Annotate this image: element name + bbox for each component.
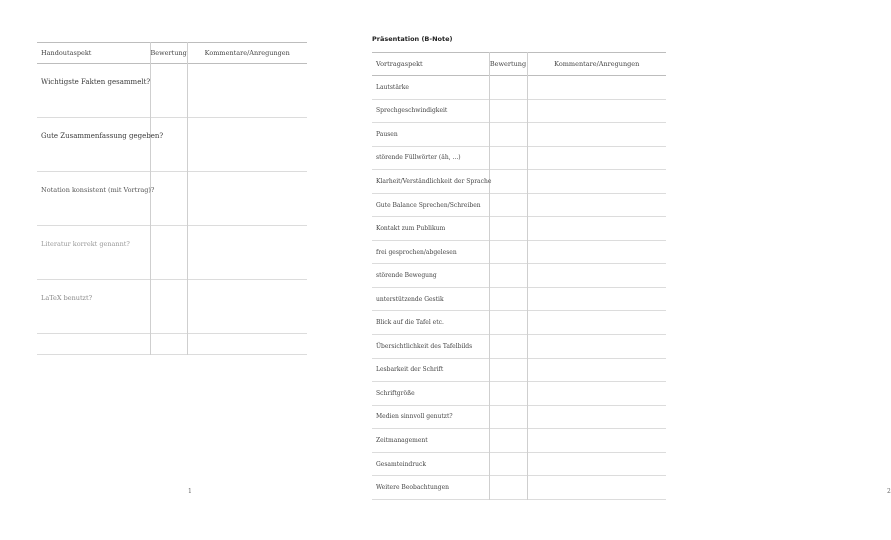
aspect-label: Notation konsistent (mit Vortrag)? bbox=[41, 186, 155, 194]
rating-cell[interactable] bbox=[489, 146, 527, 170]
comment-cell[interactable] bbox=[527, 405, 666, 429]
aspect-label: LaTeX benutzt? bbox=[41, 294, 93, 302]
rating-cell[interactable] bbox=[489, 382, 527, 406]
table-row bbox=[372, 429, 666, 453]
comment-cell[interactable] bbox=[527, 240, 666, 264]
aspect-label: frei gesprochen/abgelesen bbox=[376, 248, 457, 256]
table-row bbox=[372, 99, 666, 123]
header-rating: Bewertung bbox=[150, 43, 187, 64]
rating-cell[interactable] bbox=[489, 99, 527, 123]
table-row bbox=[372, 335, 666, 359]
rating-cell[interactable] bbox=[489, 240, 527, 264]
comment-cell[interactable] bbox=[527, 311, 666, 335]
table-row-empty bbox=[37, 334, 307, 355]
aspect-label: Sprechgeschwindigkeit bbox=[376, 107, 448, 115]
comment-cell[interactable] bbox=[527, 382, 666, 406]
rating-cell[interactable] bbox=[489, 311, 527, 335]
handout-evaluation-table bbox=[37, 42, 307, 355]
rating-cell[interactable] bbox=[489, 264, 527, 288]
rating-cell[interactable] bbox=[150, 226, 187, 280]
comment-cell[interactable] bbox=[527, 476, 666, 500]
aspect-label: Lesbarkeit der Schrift bbox=[376, 366, 444, 374]
rating-cell[interactable] bbox=[489, 429, 527, 453]
rating-cell[interactable] bbox=[489, 287, 527, 311]
rating-cell[interactable] bbox=[489, 476, 527, 500]
aspect-label: Lautstärke bbox=[376, 83, 409, 91]
empty-cell bbox=[187, 334, 307, 355]
rating-cell[interactable] bbox=[489, 217, 527, 241]
table-row bbox=[372, 311, 666, 335]
table-row bbox=[372, 123, 666, 147]
table-row bbox=[372, 217, 666, 241]
empty-cell bbox=[150, 334, 187, 355]
rating-cell[interactable] bbox=[489, 405, 527, 429]
aspect-label: Blick auf die Tafel etc. bbox=[376, 319, 444, 327]
header-aspect: Vortragaspekt bbox=[376, 60, 423, 68]
aspect-label: Gute Balance Sprechen/Schreiben bbox=[376, 201, 481, 209]
rating-cell[interactable] bbox=[489, 452, 527, 476]
comment-cell[interactable] bbox=[527, 123, 666, 147]
table-row bbox=[372, 193, 666, 217]
aspect-label: Weitere Beobachtungen bbox=[376, 484, 450, 492]
page-number: 2 bbox=[887, 488, 891, 495]
comment-cell[interactable] bbox=[187, 172, 307, 226]
rating-cell[interactable] bbox=[489, 123, 527, 147]
aspect-label: unterstützende Gestik bbox=[376, 295, 444, 303]
aspect-label: störende Bewegung bbox=[376, 272, 437, 280]
comment-cell[interactable] bbox=[187, 64, 307, 118]
empty-cell bbox=[37, 334, 150, 355]
header-comments: Kommentare/Anregungen bbox=[187, 43, 307, 64]
header-comments: Kommentare/Anregungen bbox=[527, 53, 666, 76]
comment-cell[interactable] bbox=[527, 76, 666, 100]
table-row bbox=[372, 405, 666, 429]
rating-cell[interactable] bbox=[150, 118, 187, 172]
rating-cell[interactable] bbox=[150, 280, 187, 334]
table-row bbox=[372, 358, 666, 382]
comment-cell[interactable] bbox=[187, 226, 307, 280]
presentation-evaluation-table bbox=[372, 52, 666, 500]
aspect-label: Medien sinnvoll genutzt? bbox=[376, 413, 453, 421]
aspect-label: Literatur korrekt genannt? bbox=[41, 240, 130, 248]
aspect-label: Zeitmanagement bbox=[376, 436, 428, 444]
aspect-label: Klarheit/Verständlichkeit der Sprache bbox=[376, 177, 492, 185]
rating-cell[interactable] bbox=[150, 64, 187, 118]
aspect-label: Wichtigste Fakten gesammelt? bbox=[41, 78, 151, 86]
rating-cell[interactable] bbox=[489, 76, 527, 100]
aspect-label: Schriftgröße bbox=[376, 389, 415, 397]
aspect-label: Gesamteindruck bbox=[376, 460, 427, 468]
comment-cell[interactable] bbox=[527, 99, 666, 123]
presentation-table-body bbox=[372, 76, 666, 500]
header-rating: Bewertung bbox=[489, 53, 527, 76]
comment-cell[interactable] bbox=[527, 217, 666, 241]
rating-cell[interactable] bbox=[489, 193, 527, 217]
table-row bbox=[37, 172, 307, 226]
rating-cell[interactable] bbox=[489, 358, 527, 382]
comment-cell[interactable] bbox=[527, 146, 666, 170]
rating-cell[interactable] bbox=[150, 172, 187, 226]
table-row bbox=[372, 264, 666, 288]
table-row bbox=[372, 170, 666, 194]
table-row bbox=[37, 118, 307, 172]
section-heading: Präsentation (B-Note) bbox=[372, 35, 453, 43]
comment-cell[interactable] bbox=[527, 358, 666, 382]
aspect-label: Übersichtlichkeit des Tafelbilds bbox=[376, 342, 473, 350]
table-row bbox=[37, 64, 307, 118]
comment-cell[interactable] bbox=[527, 193, 666, 217]
comment-cell[interactable] bbox=[527, 335, 666, 359]
aspect-label: Kontakt zum Publikum bbox=[376, 225, 446, 233]
table-row bbox=[372, 452, 666, 476]
page-number: 1 bbox=[188, 488, 192, 495]
comment-cell[interactable] bbox=[527, 287, 666, 311]
table-row bbox=[372, 146, 666, 170]
comment-cell[interactable] bbox=[527, 170, 666, 194]
comment-cell[interactable] bbox=[527, 264, 666, 288]
comment-cell[interactable] bbox=[187, 280, 307, 334]
table-row bbox=[372, 382, 666, 406]
table-row bbox=[37, 226, 307, 280]
rating-cell[interactable] bbox=[489, 335, 527, 359]
table-header-row bbox=[372, 53, 666, 76]
table-header-row bbox=[37, 43, 307, 64]
aspect-label: störende Füllwörter (äh, ...) bbox=[376, 154, 461, 162]
aspect-label: Pausen bbox=[376, 130, 398, 138]
left-page bbox=[0, 0, 360, 540]
right-page bbox=[360, 0, 891, 540]
rating-cell[interactable] bbox=[489, 170, 527, 194]
aspect-label: Gute Zusammenfassung gegeben? bbox=[41, 132, 164, 140]
table-row bbox=[37, 280, 307, 334]
header-aspect: Handoutaspekt bbox=[41, 49, 92, 57]
comment-cell[interactable] bbox=[187, 118, 307, 172]
table-row bbox=[372, 287, 666, 311]
table-row bbox=[372, 240, 666, 264]
table-row bbox=[372, 476, 666, 500]
table-row bbox=[372, 76, 666, 100]
comment-cell[interactable] bbox=[527, 452, 666, 476]
comment-cell[interactable] bbox=[527, 429, 666, 453]
